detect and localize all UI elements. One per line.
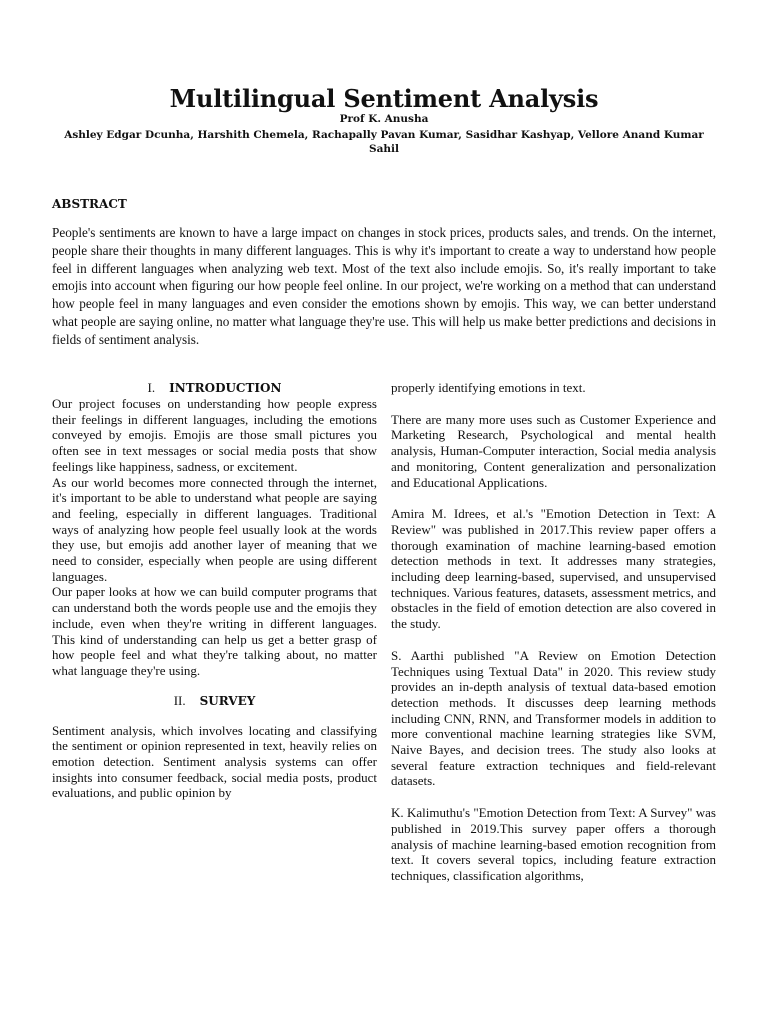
abstract-heading: ABSTRACT [52, 197, 127, 211]
paper-title: Multilingual Sentiment Analysis [169, 84, 599, 113]
right-column [391, 380, 716, 884]
abstract-body: People's sentiments are known to have a large impact on changes in stock prices, products sales, and trends. On the internet, people share their thoughts in many different languages. This is why it's important to create a way to understand how people feel in different languages when analyzing web text. Most of the text also include emojis. So, it's really important to take emojis into account when figuring our how people feel online. In our project, we're working on a method that can understand how people feel in many languages and even consider the emotions shown by emojis. This way, we can better understand what people are saying online, no matter what language they're use. This will help us make better predictions and decisions in fields of sentiment analysis. [52, 225, 716, 347]
intro-paragraph: Our paper looks at how we can build computer programs that can understand both the words people use and the emojis they include, even when they're writing in different languages. This kind of understanding can help us get a better grasp of how people feel and what they're talking about, no matter what language they're using. [52, 584, 377, 678]
right-paragraph: Amira M. Idrees, et al.'s "Emotion Detection in Text: A Review" was published in 2017.This review paper offers a thorough examination of machine learning-based emotion detection methods in text. It addresses many strategies, including deep learning-based, supervised, and unsupervised techniques. Various features, datasets, assessment metrics, and obstacles in the field of emotion detection are also covered in the study. [391, 506, 716, 632]
right-paragraph: There are many more uses such as Customer Experience and Marketing Research, Psychological and mental health analysis, Human-Computer interaction, Social media analysis and monitoring, Content generalization and personalization and Educational Applications. [391, 411, 716, 490]
intro-paragraph: As our world becomes more connected through the internet, it's important to be able to understand what people are saying and feeling, especially in different languages. Traditional ways of analyzing how people feel usually look at the words they use, but emojis add another layer of meaning that we need to consider, especially when people are using different languages. [52, 474, 377, 584]
section-title: SURVEY [199, 693, 256, 708]
section-heading-introduction [52, 380, 377, 396]
left-column [52, 380, 377, 801]
intro-paragraph: Our project focuses on understanding how people express their feelings in different languages, including the emotions conveyed by emojis. Emojis are those small pictures you often see in text messages or social media posts that show feelings like happiness, sadness, or excitement. [52, 396, 377, 474]
section-number: I. [147, 380, 156, 395]
section-heading-survey [52, 693, 377, 709]
survey-paragraph: Sentiment analysis, which involves locating and classifying the sentiment or opinion represented in text, heavily relies on emotion detection. Sentiment analysis systems can offer insights into consumer feedback, social media posts, product evaluations, and public opinion by [52, 722, 377, 801]
right-paragraph: K. Kalimuthu's "Emotion Detection from Text: A Survey" was published in 2019.This survey paper offers a thorough analysis of machine learning-based emotion recognition from text. It covers several topics, including feature extraction techniques, classification algorithms, [391, 805, 716, 883]
section-number: II. [173, 692, 186, 708]
right-paragraph: S. Aarthi published "A Review on Emotion Detection Techniques using Textual Data" in 2020. This review study provides an in-depth analysis of textual data-based emotion detection methods. It discusses deep learning methods including CNN, RNN, and Transformer models in addition to more conventional machine learning strategies like SVM, Naive Bayes, and decision trees. The study also looks at several feature extraction techniques and field-relevant datasets. [391, 647, 716, 789]
section-title: INTRODUCTION [169, 381, 282, 395]
advisor-name: Prof K. Anusha [339, 113, 429, 125]
right-paragraph: properly identifying emotions in text. [391, 380, 586, 395]
author-list: Ashley Edgar Dcunha, Harshith Chemela, Rachapally Pavan Kumar, Sasidhar Kashyap, Vellore Anand Kumar Sahil [64, 129, 704, 155]
